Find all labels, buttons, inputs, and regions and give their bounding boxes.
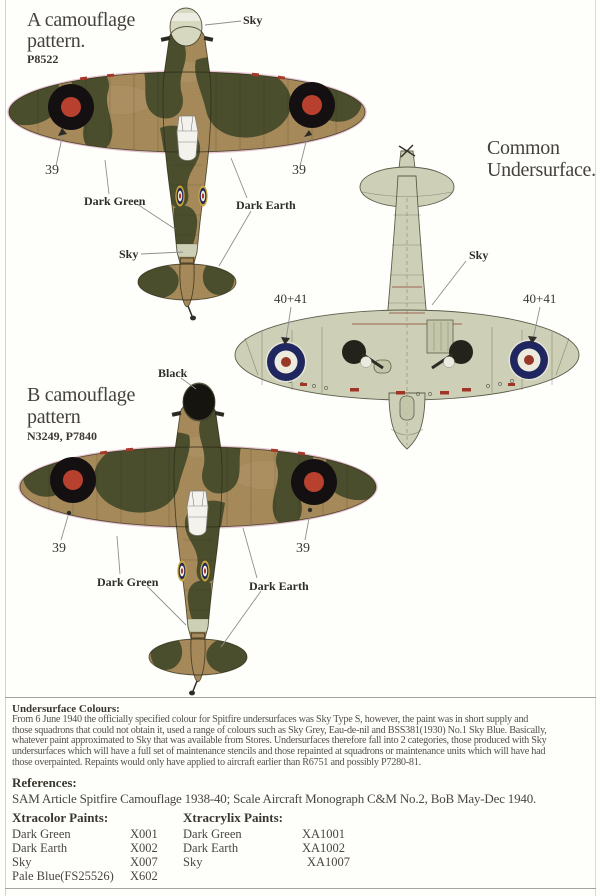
right-border (595, 0, 596, 896)
label-dark-earth-b: Dark Earth (249, 579, 309, 593)
pattern-a-title-line1: A camouflage (27, 9, 136, 31)
black-spinner (184, 384, 215, 420)
paint-name: Dark Earth (183, 841, 239, 855)
label-black-spinner-b: Black (158, 366, 188, 380)
references-heading: References: (12, 775, 77, 790)
label-39-left-b: 39 (52, 541, 66, 556)
pattern-b-serial: N3249, P7840 (27, 429, 97, 443)
pattern-b-title-line2: pattern (27, 406, 81, 428)
notes-heading: Undersurface Colours: (12, 703, 120, 715)
notes-line: undersurfaces which will have a full set of maintenance stencils and those repainted at squadrons or maintenance units which will have had (12, 746, 546, 758)
paint-name: Sky (12, 855, 32, 869)
paint-code: XA1007 (307, 855, 351, 869)
pattern-a-serial: P8522 (27, 52, 59, 66)
label-40-41-left: 40+41 (274, 291, 308, 306)
notes-line: whatever paint approximated to Sky that was available from Stores. Undersurfaces therefore fall into 2 categories, those produced with Sky (12, 735, 547, 747)
label-sky-spinner-a: Sky (243, 13, 263, 27)
left-border (5, 0, 6, 896)
pattern-a-title-line2: pattern. (27, 30, 86, 52)
notes-line: those squadrons that could not obtain it, used a range of colours such as Sky Grey, Eau-de-nil and BSS381(1930) No.1 Sky Blue. Basically, (12, 724, 547, 736)
paint-code: X602 (130, 869, 158, 883)
divider-top (5, 697, 596, 698)
paint-code: XA1001 (302, 827, 346, 841)
label-sky-undersurface: Sky (469, 248, 489, 262)
label-40-41-right: 40+41 (523, 291, 557, 306)
xtracrylix-heading: Xtracrylix Paints: (183, 810, 284, 825)
paint-name: Sky (183, 855, 203, 869)
notes-line: those overpainted. Repaints would only have applied to aircraft earlier than R6751 and possibly P7280-81. (12, 756, 421, 768)
paint-name: Pale Blue(FS25526) (12, 869, 114, 883)
label-dark-green-b: Dark Green (97, 575, 159, 589)
notes-paragraph (12, 715, 547, 769)
undersurface-title-line1: Common (487, 137, 560, 159)
label-sky-tailband-a: Sky (119, 247, 139, 261)
paint-code: X001 (130, 827, 158, 841)
notes-line: From 6 June 1940 the officially specified colour for Spitfire undersurfaces was Sky Type S, however, the paint was in short supply and (12, 714, 529, 725)
label-39-left-a: 39 (45, 163, 59, 178)
undersurface-title-line2: Undersurface. (487, 159, 596, 181)
references-text: SAM Article Spitfire Camouflage 1938-40; Scale Aircraft Monograph C&M No.2, BoB May-Dec 1940. (12, 791, 537, 806)
paint-tables (12, 810, 572, 890)
paint-code: X007 (130, 855, 158, 869)
xtracolor-heading: Xtracolor Paints: (12, 810, 109, 825)
label-39-right-b: 39 (296, 541, 310, 556)
paint-name: Dark Green (183, 827, 242, 841)
label-39-right-a: 39 (292, 163, 306, 178)
paint-name: Dark Earth (12, 841, 68, 855)
pattern-b-title-line1: B camouflage (27, 384, 136, 406)
paint-code: X002 (130, 841, 158, 855)
paint-name: Dark Green (12, 827, 71, 841)
label-dark-earth-a: Dark Earth (236, 198, 296, 212)
label-dark-green-a: Dark Green (84, 194, 146, 208)
paint-code: XA1002 (302, 841, 346, 855)
